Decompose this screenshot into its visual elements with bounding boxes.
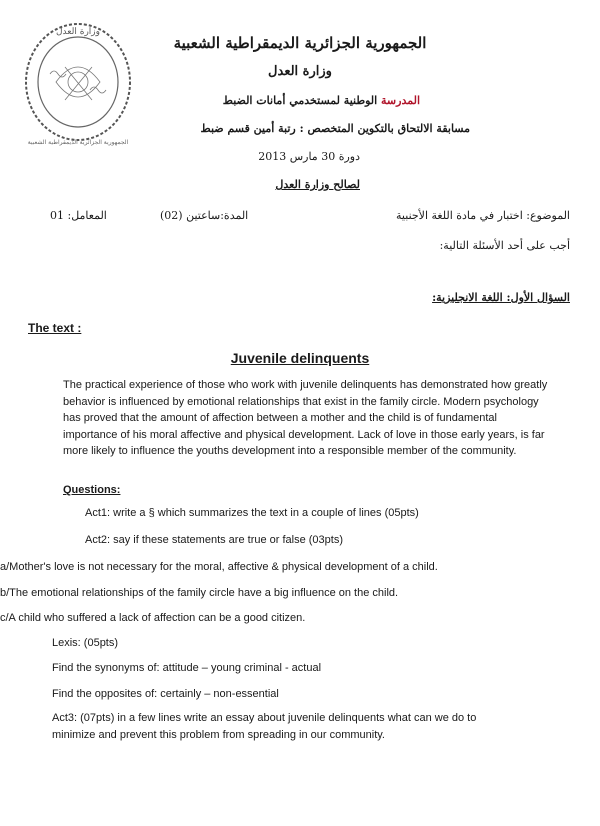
act1: Act1: write a § which summarizes the text in a couple of lines (05pts) (85, 507, 419, 519)
text-paragraph: The practical experience of those who work with juvenile delinquents has demonstrated how greatly behavior is influenced by emotional relationships that exist in the family circle. Modern psychology has proved that the amount of affection between a mother and the child is of fundamental importance of his moral affective and physical development. Lack of love in those early years, is far more likely to influence the youths development into a responsible member of the community. (63, 379, 548, 457)
opposites-task: Find the opposites of: certainly – non-essential (52, 688, 279, 700)
school-name-b: الوطنية لمستخدمي أمانات الضبط (222, 94, 382, 107)
act2: Act2: say if these statements are true or false (03pts) (85, 534, 344, 546)
exam-subject: الموضوع: اختبار في مادة اللغة الأجنبية (396, 209, 570, 222)
country-title: الجمهورية الجزائرية الديمقراطية الشعبية (173, 34, 427, 52)
questions-heading: Questions: (63, 484, 121, 496)
act3-line1: Act3: (07pts) in a few lines write an essay about juvenile delinquents what can we do to (52, 712, 477, 724)
statement-b: b/The emotional relationships of the family circle have a big influence on the child. (0, 587, 399, 599)
seal-ring-text: الجمهورية الجزائرية الديمقراطية الشعبية (27, 139, 129, 146)
answer-instruction: أجب على أحد الأسئلة التالية: (439, 239, 570, 252)
text-title: Juvenile delinquents (230, 350, 370, 366)
ministry-title: وزارة العدل (268, 64, 332, 79)
question-one-heading: السؤال الأول: اللغة الانجليزية: (432, 291, 570, 304)
statement-a: a/Mother's love is not necessary for the moral, affective & physical development of a child. (0, 561, 438, 573)
exam-coefficient: المعامل: 01 (50, 209, 107, 222)
lexis-heading: Lexis: (05pts) (52, 637, 119, 649)
statement-c: c/A child who suffered a lack of affection can be a good citizen. (0, 612, 306, 624)
text-label: The text : (28, 321, 82, 335)
seal-stamp (20, 12, 140, 162)
exam-title: مسابقة الالتحاق بالتكوين المتخصص : رتبة أمين قسم ضبط (200, 122, 470, 135)
seal-label: وزارة العدل (56, 27, 100, 37)
session-date: دورة 30 مارس 2013 (258, 150, 360, 163)
act3-line2: minimize and prevent this problem from spreading in our community. (52, 729, 385, 741)
exam-duration: المدة:ساعتين (02) (160, 209, 249, 222)
for-ministry: لصالح وزارة العدل (275, 178, 360, 191)
school-name (223, 94, 420, 107)
synonyms-task: Find the synonyms of: attitude – young criminal - actual (52, 662, 322, 674)
school-name-a: المدرسة (381, 94, 420, 107)
